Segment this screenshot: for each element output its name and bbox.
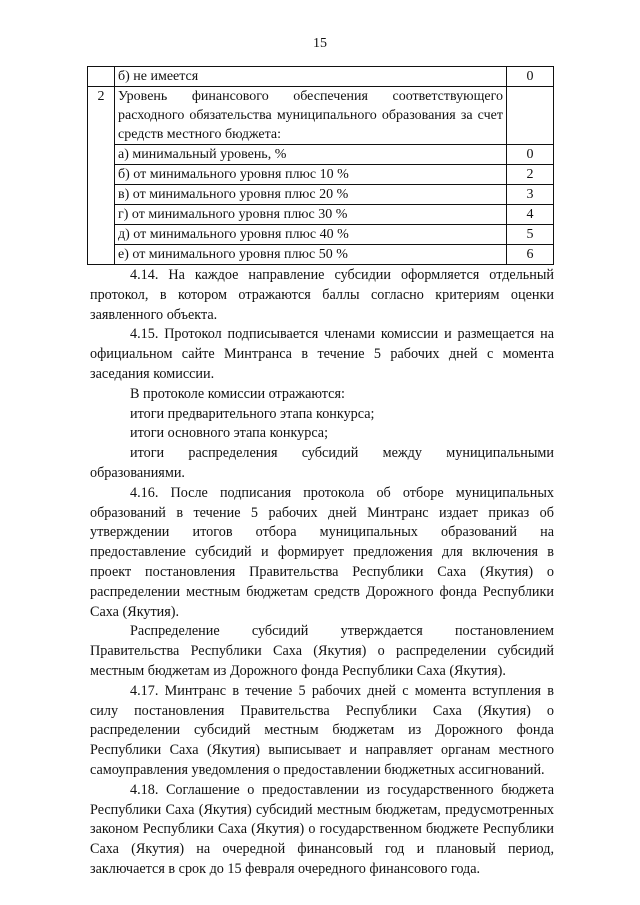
row-score: 0 [507, 67, 554, 87]
paragraph-protocol-intro: В протоколе комиссии отражаются: [130, 385, 345, 402]
paragraph-4-14: 4.14. На каждое направление субсидии оформляется отдельный протокол, в котором отражаются баллы согласно критериям оценки заявленного объекта. [90, 267, 554, 323]
row-score: 6 [507, 245, 554, 265]
paragraph-4-15: 4.15. Протокол подписывается членами комиссии и размещается на официальном сайте Минтранса в течение 5 рабочих дней с момента заседания комиссии. [90, 326, 554, 382]
row-score: 0 [507, 145, 554, 165]
row-number [88, 67, 115, 87]
row-criterion: б) не имеется [115, 67, 507, 87]
criteria-table [87, 66, 554, 265]
row-number: 2 [88, 87, 115, 265]
row-score: 4 [507, 205, 554, 225]
paragraph-protocol-item-2: итоги основного этапа конкурса; [130, 425, 329, 442]
row-score: 5 [507, 225, 554, 245]
table-row [88, 225, 554, 245]
page-number: 15 [313, 36, 327, 51]
row-criterion: е) от минимального уровня плюс 50 % [115, 245, 507, 265]
document-body [90, 266, 554, 880]
table-row [88, 87, 554, 145]
table-row [88, 67, 554, 87]
row-criterion: д) от минимального уровня плюс 40 % [115, 225, 507, 245]
paragraph-protocol-item-3: итоги распределения субсидий между муниципальными образованиями. [90, 445, 554, 481]
row-score [507, 87, 554, 145]
paragraph-4-16-distribution: Распределение субсидий утверждается постановлением Правительства Республики Саха (Якутия) о распределении субсидий местным бюджетам из Дорожного фонда Республики Саха (Якутия). [90, 623, 554, 679]
paragraph-protocol-item-1: итоги предварительного этапа конкурса; [130, 405, 375, 422]
table-row [88, 145, 554, 165]
row-criterion: а) минимальный уровень, % [115, 145, 507, 165]
row-score: 2 [507, 165, 554, 185]
row-criterion: б) от минимального уровня плюс 10 % [115, 165, 507, 185]
paragraph-4-17: 4.17. Минтранс в течение 5 рабочих дней с момента вступления в силу постановления Правительства Республики Саха (Якутия) о распределении субсидий местным бюджетам из Дорожного фонда Республики Саха (Якутия) выписывает и направляет органам местного самоуправления уведомления о предоставлении бюджетных ассигнований. [90, 682, 554, 778]
row-score: 3 [507, 185, 554, 205]
row-criterion: Уровень финансового обеспечения соответствующего расходного обязательства муниципального образования за счет средств местного бюджета: [115, 87, 507, 145]
paragraph-4-16: 4.16. После подписания протокола об отборе муниципальных образований в течение 5 рабочих дней Минтранс издает приказ об утверждении итогов отбора муниципальных образований на предоставление субсидий и формирует предложения для включения в проект постановления Правительства Республики Саха (Якутия) о распределении местным бюджетам средств Дорожного фонда Республики Саха (Якутия). [90, 484, 554, 620]
row-criterion: в) от минимального уровня плюс 20 % [115, 185, 507, 205]
paragraph-4-18: 4.18. Соглашение о предоставлении из государственного бюджета Республики Саха (Якутия) субсидий местным бюджетам, предусмотренных законом Республики Саха (Якутия) о государственном бюджете Республики Саха (Якутия) на очередной финансовый год и плановый период, заключается в срок до 15 февраля очередного финансового года. [90, 781, 554, 877]
row-criterion: г) от минимального уровня плюс 30 % [115, 205, 507, 225]
table-row [88, 205, 554, 225]
table-row [88, 165, 554, 185]
table-row [88, 185, 554, 205]
table-row [88, 245, 554, 265]
